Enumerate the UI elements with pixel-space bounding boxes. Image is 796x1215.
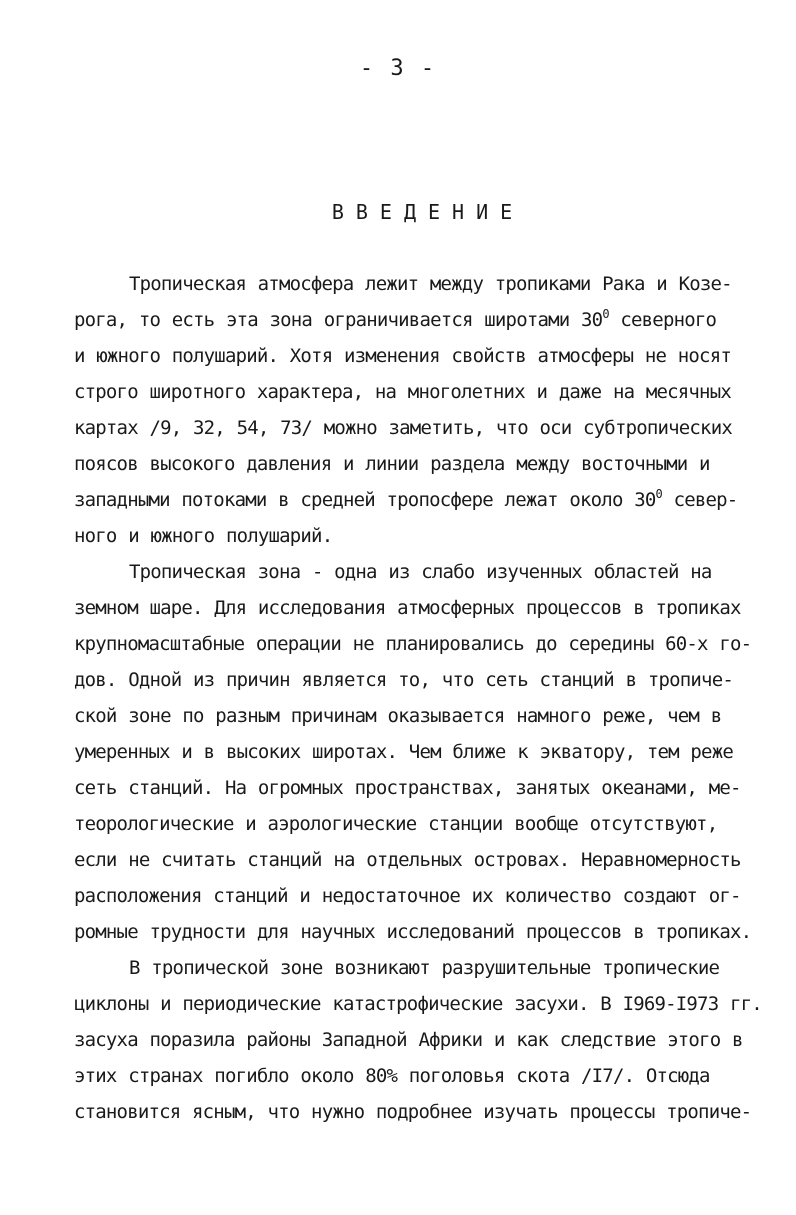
paragraph-line: поясов высокого давления и линии раздела между восточными и <box>74 453 710 475</box>
paragraph-line: ской зоне по разным причинам оказывается намного реже, чем в <box>74 705 722 727</box>
paragraph-line: ного и южного полушарий. <box>74 525 333 547</box>
paragraph-line: и южного полушарий. Хотя изменения свойств атмосферы не носят <box>74 345 731 367</box>
degree-superscript: 0 <box>655 487 662 501</box>
paragraph-line: рога, то есть эта зона ограничивается широтами $30^0$ северного <box>74 307 717 331</box>
paragraph-line: Тропическая зона - одна из слабо изученных областей на <box>129 561 712 583</box>
paragraph-line: теорологические и аэрологические станции вообще отсутствуют, <box>74 813 718 835</box>
paragraph-line: земном шаре. Для исследования атмосферных процессов в тропиках <box>74 597 741 619</box>
paragraph-line: если не считать станций на отдельных островах. Неравномерность <box>74 849 741 871</box>
paragraph-line: расположения станций и недостаточное их количество создают ог- <box>74 885 741 907</box>
section-heading: ВВЕДЕНИЕ <box>331 200 525 224</box>
paragraph-line: засуха поразила районы Западной Африки и как следствие этого в <box>74 1029 743 1051</box>
paragraph-line: ромные трудности для научных исследований процессов в тропиках. <box>74 921 752 943</box>
paragraph-line: картах /9, 32, 54, 73/ можно заметить, что оси субтропических <box>74 417 732 439</box>
paragraph-line: В тропической зоне возникают разрушительные тропические <box>129 957 720 979</box>
paragraph-line: дов. Одной из причин является то, что сеть станций в тропиче- <box>74 669 733 691</box>
paragraph-line: этих странах погибло около 80% поголовья скота /I7/. Отсюда <box>74 1065 710 1087</box>
paragraph-line: западными потоками в средней тропосфере лежат около $30^0$ север- <box>74 487 738 511</box>
paragraph-line: становится ясным, что нужно подробнее изучать процессы тропиче- <box>74 1101 752 1123</box>
paragraph-line: умеренных и в высоких широтах. Чем ближе к экватору, тем реже <box>74 741 733 763</box>
page-number: - 3 - <box>359 56 437 81</box>
paragraph-line: сеть станций. На огромных пространствах, занятых океанами, ме- <box>74 777 741 799</box>
paragraph-line: Тропическая атмосфера лежит между тропиками Рака и Козе- <box>129 273 732 295</box>
paragraph-line: крупномасштабные операции не планировались до середины 60-х го- <box>74 633 752 655</box>
paragraph-line: циклоны и периодические катастрофические засухи. В I969-I973 гг. <box>74 993 762 1015</box>
degree-superscript: 0 <box>602 307 609 321</box>
paragraph-line: строго широтного характера, на многолетних и даже на месячных <box>74 381 731 403</box>
